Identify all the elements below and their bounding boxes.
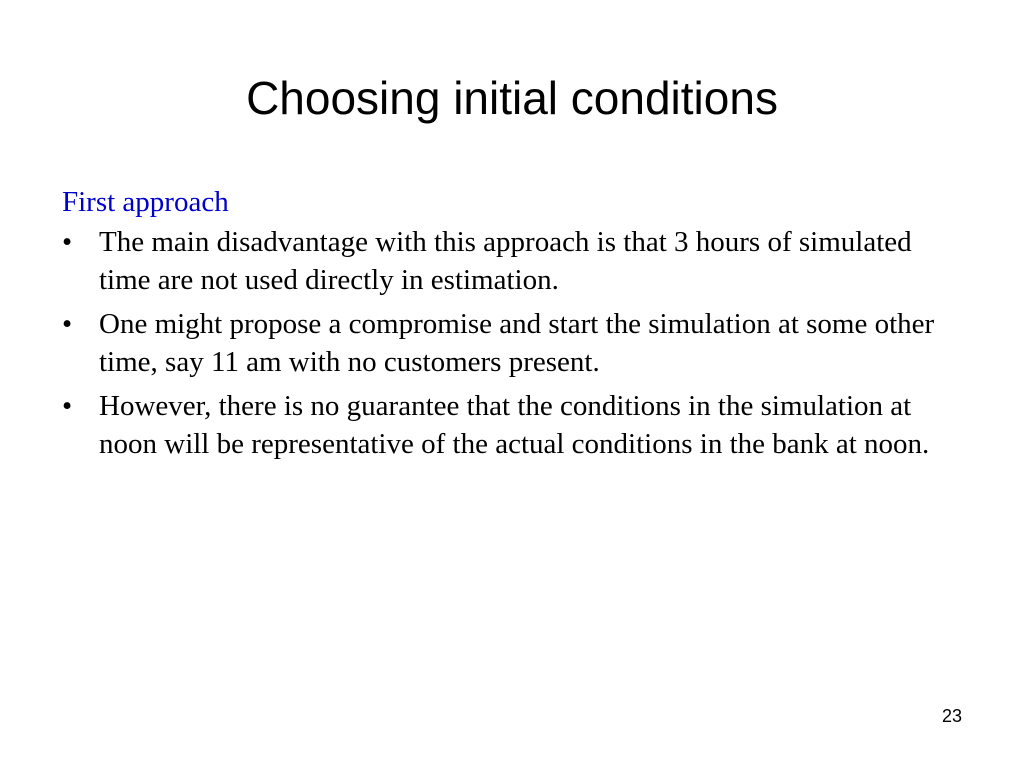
bullet-text: One might propose a compromise and start the simulation at some other time, say 11 am with no customers present. [99, 308, 935, 378]
bullet-dot-icon: • [62, 226, 73, 258]
bullet-item [62, 305, 962, 381]
bullet-dot-icon: • [62, 390, 73, 422]
bullet-dot-icon: • [62, 308, 73, 340]
bullet-item [62, 387, 962, 463]
bullet-text: The main disadvantage with this approach is that 3 hours of simulated time are not used directly in estimation. [99, 226, 912, 296]
bullet-item [62, 223, 962, 299]
slide-content [62, 183, 962, 469]
bullet-text: However, there is no guarantee that the conditions in the simulation at noon will be representative of the actual conditions in the bank at noon. [99, 390, 930, 460]
bullet-list [62, 223, 962, 463]
slide-title: Choosing initial conditions [246, 72, 778, 124]
section-subheading: First approach [62, 186, 229, 218]
page-number: 23 [941, 706, 962, 726]
